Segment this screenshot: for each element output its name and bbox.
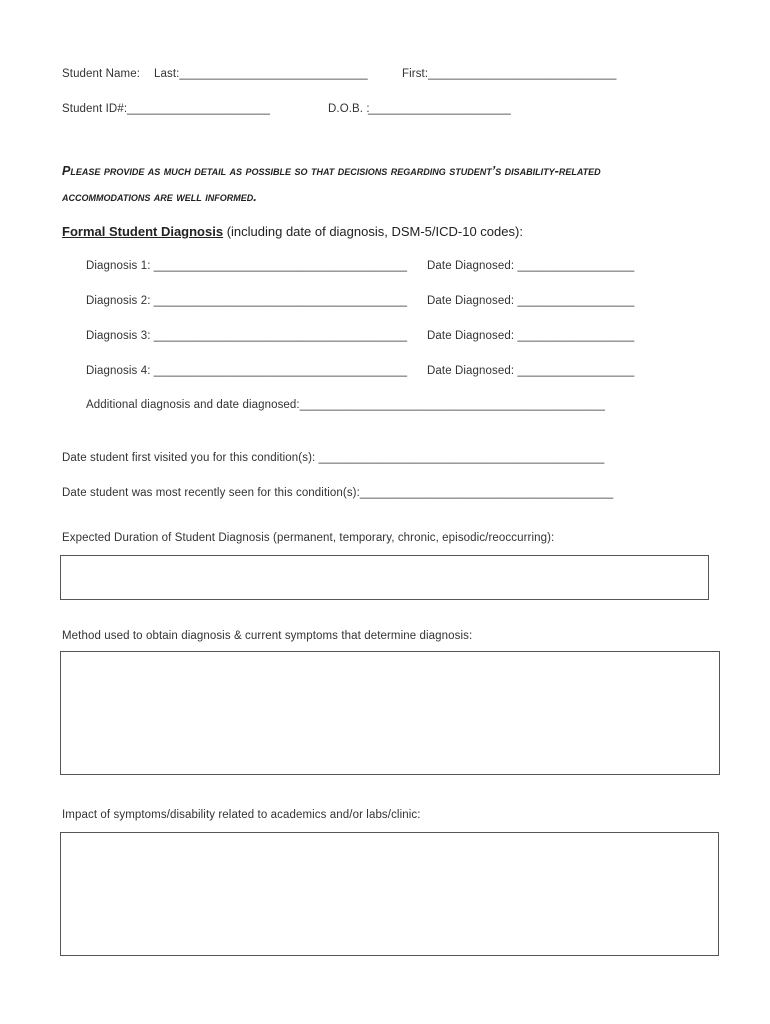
instructions-notice bbox=[62, 158, 742, 210]
diagnosis-heading-rest: (including date of diagnosis, DSM-5/ICD-10 codes): bbox=[223, 224, 523, 239]
duration-label: Expected Duration of Student Diagnosis (permanent, temporary, chronic, episodic/reoccurring): bbox=[62, 532, 555, 544]
diagnosis-4-date-field[interactable]: Date Diagnosed: __________________ bbox=[427, 365, 635, 377]
student-id-field[interactable]: Student ID#:______________________ bbox=[62, 103, 271, 115]
diagnosis-1-field[interactable]: Diagnosis 1: _______________________________________ bbox=[86, 260, 408, 272]
method-textbox[interactable] bbox=[60, 651, 720, 775]
diagnosis-2-field[interactable]: Diagnosis 2: _______________________________________ bbox=[86, 295, 408, 307]
impact-textbox[interactable] bbox=[60, 832, 719, 956]
diagnosis-3-date-field[interactable]: Date Diagnosed: __________________ bbox=[427, 330, 635, 342]
diagnosis-3-field[interactable]: Diagnosis 3: _______________________________________ bbox=[86, 330, 408, 342]
impact-label: Impact of symptoms/disability related to academics and/or labs/clinic: bbox=[62, 809, 421, 821]
diagnosis-1-date-field[interactable]: Date Diagnosed: __________________ bbox=[427, 260, 635, 272]
first-name-field[interactable]: First:_____________________________ bbox=[402, 68, 617, 80]
diagnosis-heading-bold: Formal Student Diagnosis bbox=[62, 224, 224, 239]
diagnosis-section-heading bbox=[62, 224, 523, 239]
notice-line-1: Please provide as much detail as possible so that decisions regarding student’s disability-related bbox=[62, 164, 601, 178]
last-name-field[interactable]: Last:_____________________________ bbox=[154, 68, 368, 80]
diagnosis-4-field[interactable]: Diagnosis 4: _______________________________________ bbox=[86, 365, 408, 377]
duration-textbox[interactable] bbox=[60, 555, 709, 600]
recent-visit-field[interactable]: Date student was most recently seen for this condition(s):_______________________________________ bbox=[62, 487, 614, 499]
first-visit-field[interactable]: Date student first visited you for this condition(s): ____________________________________________ bbox=[62, 452, 605, 464]
student-name-label: Student Name: bbox=[62, 68, 141, 80]
dob-field[interactable]: ______________________ bbox=[368, 103, 511, 115]
diagnosis-2-date-field[interactable]: Date Diagnosed: __________________ bbox=[427, 295, 635, 307]
notice-line-2: accommodations are well informed. bbox=[62, 190, 257, 204]
method-label: Method used to obtain diagnosis & current symptoms that determine diagnosis: bbox=[62, 630, 473, 642]
dob-label: D.O.B. : bbox=[328, 103, 370, 115]
additional-diagnosis-field[interactable]: Additional diagnosis and date diagnosed:_______________________________________________ bbox=[86, 399, 606, 411]
